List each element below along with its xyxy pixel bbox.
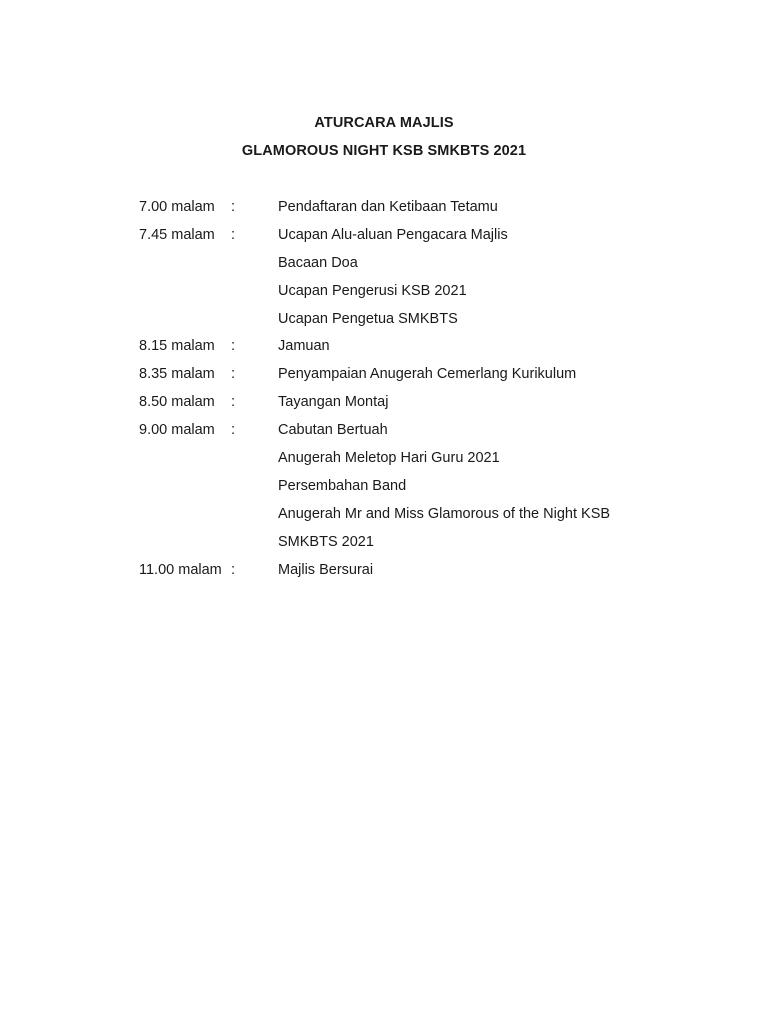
schedule-row — [139, 561, 699, 589]
document-title: ATURCARA MAJLIS — [314, 115, 454, 131]
schedule-activity: SMKBTS 2021 — [278, 533, 374, 550]
schedule-separator: : — [231, 394, 236, 411]
schedule-row — [139, 310, 699, 338]
schedule-row — [139, 477, 699, 505]
schedule-row — [139, 337, 699, 365]
schedule-activity: Ucapan Pengerusi KSB 2021 — [278, 282, 467, 299]
schedule-time: 11.00 malam — [139, 561, 222, 578]
schedule-activity: Tayangan Montaj — [278, 394, 389, 411]
schedule-row — [139, 282, 699, 310]
schedule-separator: : — [231, 366, 236, 383]
schedule-separator: : — [231, 338, 236, 355]
schedule-activity: Ucapan Pengetua SMKBTS — [278, 310, 458, 327]
schedule-row — [139, 393, 699, 421]
schedule-row — [139, 365, 699, 393]
schedule-row — [139, 449, 699, 477]
schedule-separator: : — [231, 561, 236, 578]
schedule-row — [139, 505, 699, 533]
schedule-row — [139, 226, 699, 254]
schedule-time: 8.15 malam — [139, 338, 215, 355]
schedule-time: 7.00 malam — [139, 199, 215, 215]
schedule-row — [139, 421, 699, 449]
schedule-time: 8.50 malam — [139, 394, 215, 411]
schedule-activity: Anugerah Meletop Hari Guru 2021 — [278, 450, 500, 467]
schedule-separator: : — [231, 226, 236, 243]
schedule-activity: Jamuan — [278, 338, 330, 355]
schedule-activity: Penyampaian Anugerah Cemerlang Kurikulum — [278, 366, 577, 383]
schedule-time: 9.00 malam — [139, 422, 215, 439]
schedule-row — [139, 533, 699, 561]
schedule-time: 8.35 malam — [139, 366, 215, 383]
schedule-separator: : — [231, 199, 236, 215]
schedule-activity: Ucapan Alu-aluan Pengacara Majlis — [278, 226, 508, 243]
schedule-activity: Anugerah Mr and Miss Glamorous of the Night KSB — [278, 505, 611, 522]
schedule-activity: Bacaan Doa — [278, 254, 358, 271]
schedule-list — [139, 198, 699, 588]
schedule-activity: Cabutan Bertuah — [278, 422, 388, 439]
document-subtitle: GLAMOROUS NIGHT KSB SMKBTS 2021 — [241, 143, 527, 159]
schedule-activity: Majlis Bersurai — [278, 561, 374, 578]
schedule-activity: Pendaftaran dan Ketibaan Tetamu — [278, 199, 498, 215]
schedule-separator: : — [231, 422, 236, 439]
schedule-row — [139, 254, 699, 282]
schedule-time: 7.45 malam — [139, 226, 215, 243]
schedule-activity: Persembahan Band — [278, 477, 407, 494]
schedule-row — [139, 198, 699, 226]
